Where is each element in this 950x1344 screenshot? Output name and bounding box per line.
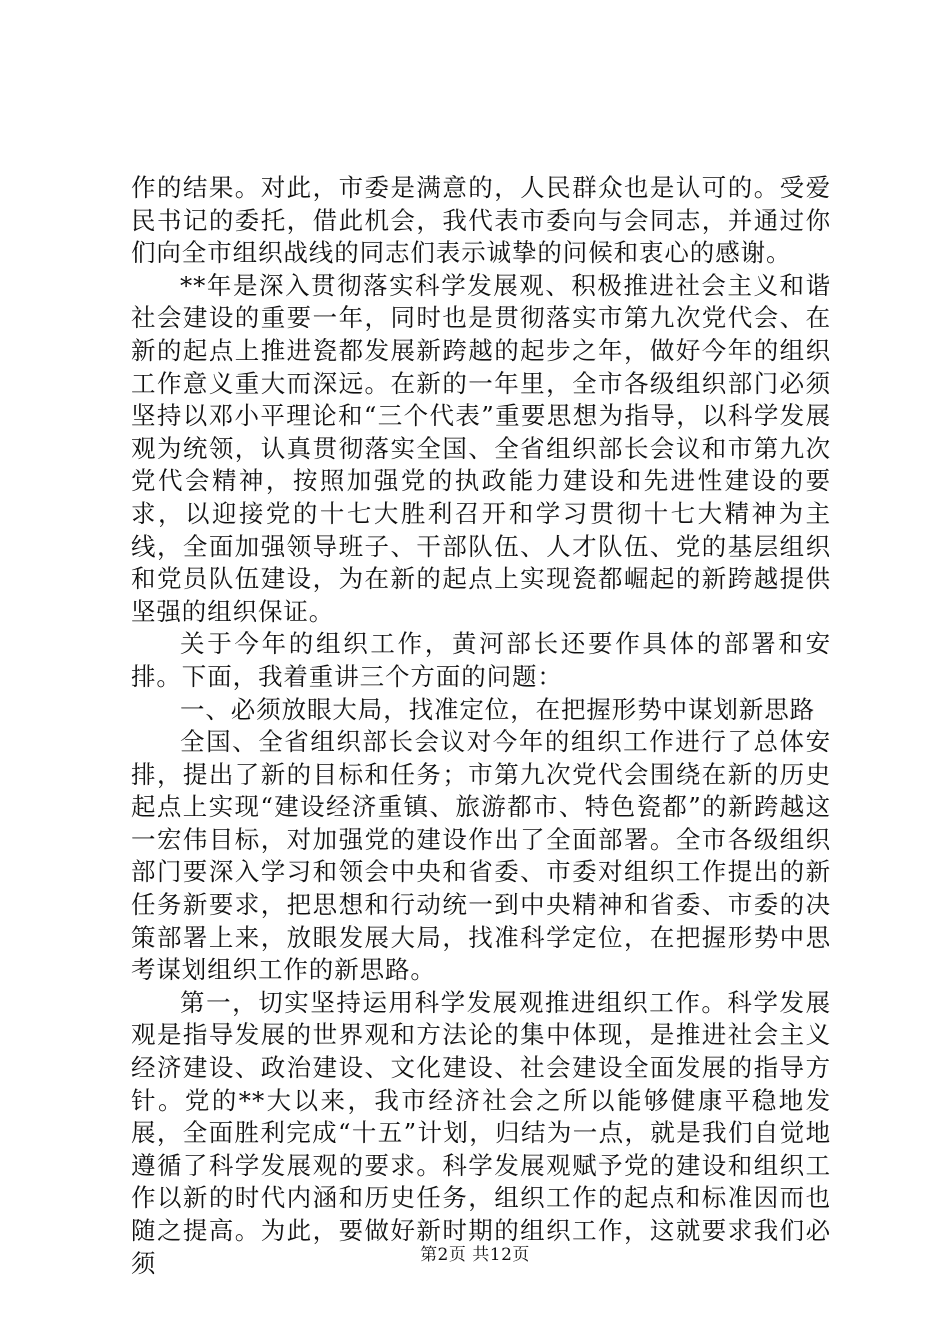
page-footer: 第2页 共12页 bbox=[420, 1245, 530, 1265]
document-body bbox=[131, 172, 831, 1280]
paragraph: 关于今年的组织工作，黄河部长还要作具体的部署和安排。下面，我着重讲三个方面的问题： bbox=[131, 629, 831, 691]
paragraph-continued: 作的结果。对此，市委是满意的，人民群众也是认可的。受爱民书记的委托，借此机会，我代表市委向与会同志，并通过你们向全市组织战线的同志们表示诚挚的问候和衷心的感谢。 bbox=[131, 173, 831, 268]
section-heading: 一、必须放眼大局，找准定位，在把握形势中谋划新思路 bbox=[180, 694, 815, 724]
paragraph: 全国、全省组织部长会议对今年的组织工作进行了总体安排，提出了新的目标和任务；市第九次党代会围绕在新的历史起点上实现“建设经济重镇、旅游都市、特色瓷都”的新跨越这一宏伟目标，对加强党的建设作出了全面部署。全市各级组织部门要深入学习和领会中央和省委、市委对组织工作提出的新任务新要求，把思想和行动统一到中央精神和省委、市委的决策部署上来，放眼发展大局，找准科学定位，在把握形势中思考谋划组织工作的新思路。 bbox=[131, 727, 831, 985]
paragraph: **年是深入贯彻落实科学发展观、积极推进社会主义和谐社会建设的重要一年，同时也是贯彻落实市第九次党代会、在新的起点上推进瓷都发展新跨越的起步之年，做好今年的组织工作意义重大而深远。在新的一年里，全市各级组织部门必须坚持以邓小平理论和“三个代表”重要思想为指导，以科学发展观为统领，认真贯彻落实全国、全省组织部长会议和市第九次党代会精神，按照加强党的执政能力建设和先进性建设的要求，以迎接党的十七大胜利召开和学习贯彻十七大精神为主线，全面加强领导班子、干部队伍、人才队伍、党的基层组织和党员队伍建设，为在新的起点上实现瓷都崛起的新跨越提供坚强的组织保证。 bbox=[131, 270, 831, 626]
paragraph: 第一，切实坚持运用科学发展观推进组织工作。科学发展观是指导发展的世界观和方法论的集中体现，是推进社会主义经济建设、政治建设、文化建设、社会建设全面发展的指导方针。党的**大以来，我市经济社会之所以能够健康平稳地发展，全面胜利完成“十五”计划，归结为一点，就是我们自觉地遵循了科学发展观的要求。科学发展观赋予党的建设和组织工作以新的时代内涵和历史任务，组织工作的起点和标准因而也随之提高。为此，要做好新时期的组织工作，这就要求我们必须 bbox=[131, 987, 831, 1278]
